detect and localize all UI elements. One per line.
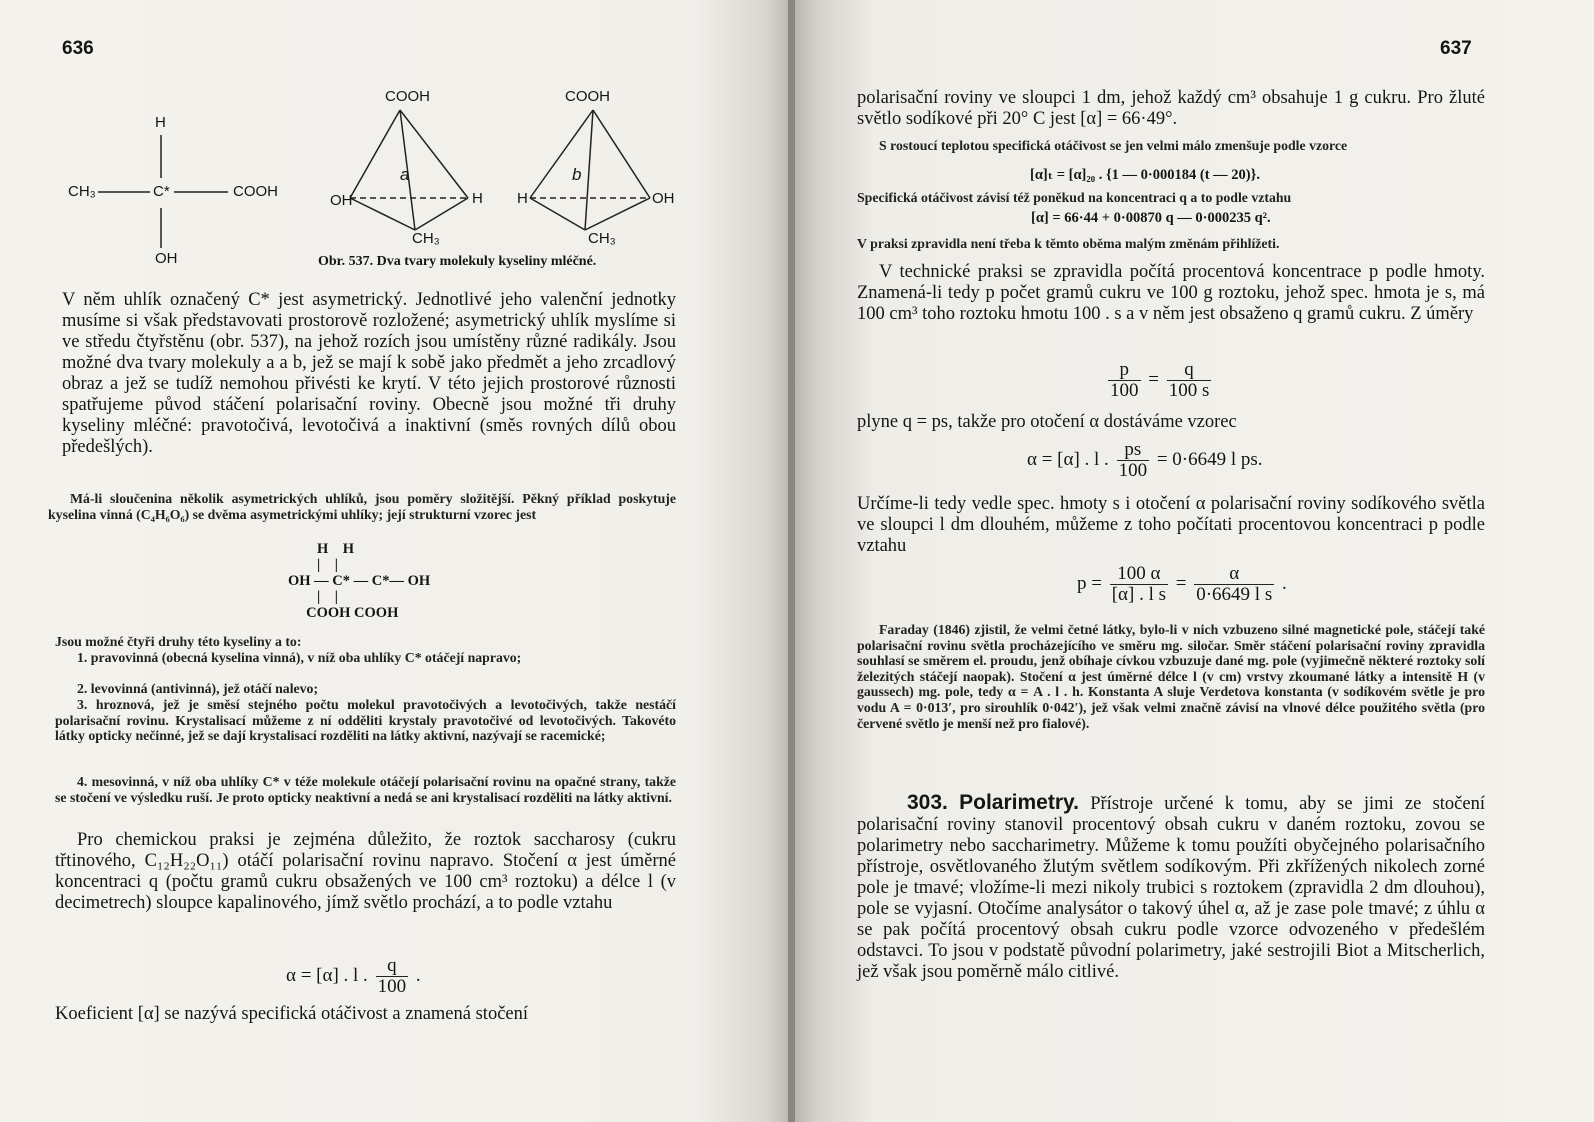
right-page [795, 0, 1594, 1122]
page-number: 637 [1440, 38, 1472, 59]
tetra-b-left: H [517, 190, 528, 207]
small-text-concentration: Specifická otáčivost závisí též poněkud na koncentraci q a to podle vztahu [857, 190, 1292, 205]
paragraph-plyne: plyne q = ps, takže pro otočení α dostáváme vzorec [857, 412, 1237, 432]
tetra-b-right: OH [652, 190, 675, 207]
paragraph-asymmetric-carbon: V něm uhlík označený C* jest asymetrický. Jednotlivé jeho valenční jednotky musíme si však představovati prostorově rozložené; asymetrický uhlík myslíme si ve středu čtyřstěnu (obr. 537), na jehož rozích jsou umístěny různé radikály. Jsou možné dva tvary molekuly a a b, jež se mají k sobě jako předmět a jeho zrcadlový obraz a jež se tudíž nemohou přivésti ke krytí. V této jejich prostorové různosti spatřujeme původ stáčení polarisační roviny. Obecně jsou možné tři druhy kyseliny mléčné: pravotočivá, levotočivá a inaktivní (směs rovných dílů obou předešlých). [62, 290, 676, 457]
list-item-hroznova: 3. hroznová, jež je směsí stejného počtu molekul pravotočivých a levotočivých, takže nestáčí polarisační rovinu. Krystalisací můžeme z ní odděliti krystaly pravotočivé od levotočivých. Takovéto látky opticky nečinné, jež se dají krystalisací rozděliti na látky aktivní, nazývají se racemické; [55, 697, 676, 744]
tetra-a-top: COOH [385, 88, 430, 105]
list-item-mesovinna: 4. mesovinná, v níž oba uhlíky C* v téže molekule otáčejí polarisační rovinu na opačné strany, takže se stočení ve výsledku ruší. Je proto opticky neaktivní a nedá se ani krystalisací rozděliti na látky aktivní. [55, 774, 676, 805]
paragraph-coefficient: Koeficient [α] se nazývá specifická otáčivost a znamená stočení [55, 1004, 529, 1024]
tetrahedron-b [530, 110, 650, 230]
figure-caption: Obr. 537. Dva tvary molekuly kyseliny mléčné. [318, 254, 597, 269]
small-text-temperature: S rostoucí teplotou specifická otáčivost se jen velmi málo zmenšuje podle vzorce [879, 138, 1348, 153]
tetra-a-right: H [472, 190, 483, 207]
equation-proportion: $\frac{p}{100}$ = $\frac{q}{100 s}$ [1110, 359, 1210, 401]
small-text-faraday: Faraday (1846) zjistil, že velmi četné látky, bylo-li v nich vzbuzeno silné magnetické pole, stáčejí také polarisační rovinu světla procházejícího ve směru mg. siločar. Směr stáčení polarisační roviny zpravidla souhlasí se směrem el. proudu, jenž obíhaje cívkou vzbuzuje dané mg. pole (vyjimečně některé roztoky solí železitých stáčejí naopak). Stočení α jest úměrné délce l (v cm) vrstvy zkoumané látky a intensitě H (v gaussech) mg. pole, tedy α = A . l . h. Konstanta A sluje Verdetova konstanta (v sodíkovém světle je pro vodu A = 0·013′, pro sirouhlík 0·042′), jež však velmi značně závisí na vlnové délce použitého světla (pro červené světlo je menší než pro fialové). [857, 622, 1485, 731]
paragraph-percent-concentration: V technické praksi se zpravidla počítá procentová koncentrace p podle hmoty. Znamená-li tedy p počet gramů cukru ve 100 g roztoku, jehož spec. hmota je s, má 100 cm³ toho roztoku hmotu 100 . s a v něm jest obsaženo q gramů cukru. Z úměry [857, 262, 1485, 324]
group-cooh: COOH [233, 183, 278, 200]
small-text-practice: V praksi zpravidla není třeba k těmto oběma malým změnám přihlížeti. [857, 236, 1280, 251]
tetrahedra-figure [320, 100, 690, 250]
bond-lines [60, 100, 300, 270]
equation-percent: p = $\frac{100 \alpha}{\text{[α] . l s}}$ = $\frac{\alpha}{\text{0·6649 l s}}$ . [1077, 563, 1287, 605]
atom-h: H [155, 114, 166, 131]
small-text-four-kinds: Jsou možné čtyři druhy této kyseliny a to: [55, 634, 302, 649]
paragraph-saccharose: Pro chemickou praksi je zejména důležito, že roztok saccharosy (cukru třtinového, C₁₂H₂₂O₁₁) otáčí polarisační rovinu napravo. Stočení α jest úměrné koncentraci q (počtu gramů cukru obsažených ve 100 cm³ roztoku) a délce l (v decimetrech) sloupce kapalinového, jímž světlo prochází, a to podle vztahu [55, 830, 676, 913]
section-number: 303. [907, 791, 948, 814]
list-item-levovinna: 2. levovinná (antivinná), jež otáčí nalevo; [77, 681, 319, 696]
list-item-pravovinna: 1. pravovinná (obecná kyselina vinná), v níž oba uhlíky C* otáčejí napravo; [77, 650, 522, 665]
small-text-tartaric: Má-li sloučenina několik asymetrických uhlíků, jsou poměry složitější. Pěkný příklad poskytuje kyselina vinná (C₄H₆O₆) se dvěma asymetrickými uhlíky; její strukturní vzorec jest [48, 491, 676, 522]
tetra-a-label: a [400, 165, 410, 184]
equation-alpha: α = [α] . l . $\frac{ps}{100}$ = 0·6649 l ps. [1027, 439, 1263, 481]
tetra-b-bottom: CH₃ [588, 230, 616, 247]
tartaric-acid-formula: H H | | OH — C* — C*— OH | | COOH COOH [288, 541, 431, 621]
paragraph-determine: Určíme-li tedy vedle spec. hmoty s i otočení α polarisační roviny sodíkového světla ve sloupci l dm dlouhém, můžeme z toho počítati procentovou koncentraci p podle vztahu [857, 494, 1485, 556]
page-number: 636 [62, 38, 94, 59]
tetra-a-bottom: CH₃ [412, 230, 440, 247]
tetra-b-top: COOH [565, 88, 610, 105]
section-title: Polarimetry. [959, 791, 1079, 814]
paragraph-specific-rotation: polarisační roviny ve sloupci 1 dm, jehož každý cm³ obsahuje 1 g cukru. Pro žluté světlo sodíkové při 20° C jest [α] = 66·49°. [857, 88, 1485, 129]
section-polarimetry [857, 792, 1485, 983]
section-text: Přístroje určené k tomu, aby se jimi ze stočení polarisační roviny stanovil procentový obsah cukru v daném roztoku, zovou se polarimetry nebo saccharimetry. Můžeme k tomu použíti obyčejného polarisačního přístroje, osvětlovaného žlutým světlem sodíkovým. Při zkřížených nikolech zorné pole je tmavé; vložíme-li mezi nikoly trubici s roztokem (zpravidla 2 dm dlouhou), pole se vyjasní. Otočíme analysátor o takový úhel α, až je zase pole tmavé; z úhlu α se pak počítá procentový obsah cukru podle vzorce odvozeného v předešlém odstavci. To jsou v podstatě původní polarimetry, jaké sestrojili Biot a Mitscherlich, jež však jsou poměrně málo citlivé. [857, 794, 1485, 982]
left-page [0, 0, 790, 1122]
atom-c-star: C* [153, 183, 170, 200]
atom-oh: OH [155, 250, 178, 267]
eq-lhs: α = [α] . l . [286, 964, 368, 986]
tetra-a-left: OH [330, 192, 353, 209]
equation-temperature: [α]ₜ = [α]₂₀ . {1 — 0·000184 (t — 20)}. [1030, 167, 1260, 183]
equation-rotation: α = [α] . l . $\frac{q}{100}$ . [286, 955, 421, 997]
group-ch3: CH₃ [68, 183, 96, 200]
tetra-b-label: b [572, 165, 582, 184]
equation-concentration: [α] = 66·44 + 0·00870 q — 0·000235 q². [1031, 210, 1271, 226]
eq-fraction: $\frac{q}{100}$ [377, 955, 407, 997]
